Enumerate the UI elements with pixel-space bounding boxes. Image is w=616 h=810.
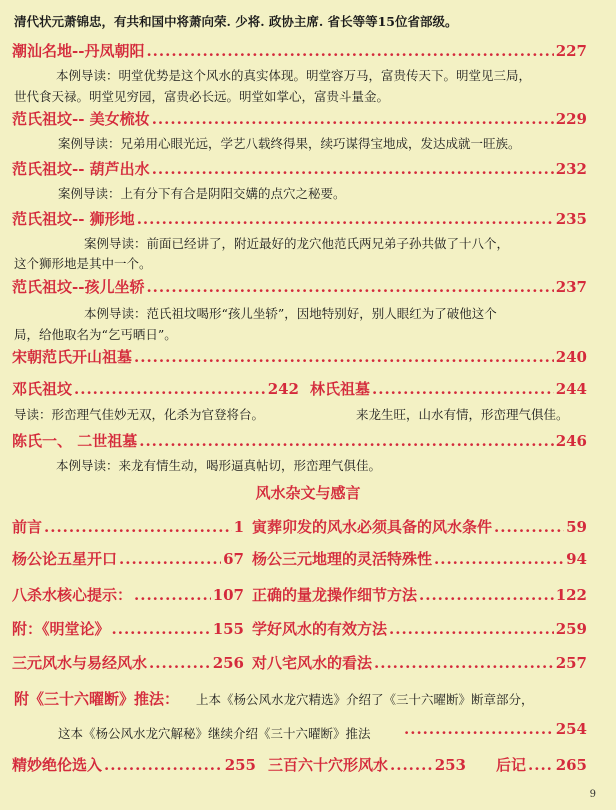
case-note: 案例导读：上有分下有合是阴阳交媾的点穴之秘要。	[58, 186, 346, 201]
toc-leader-dots	[374, 654, 554, 672]
toc-entry-title: 杨公论五星开口	[12, 550, 118, 568]
toc-entry-title: 三百六十穴形风水	[268, 756, 389, 774]
toc-entry-page: 253	[434, 756, 466, 774]
toc-entry-page: 1	[233, 518, 244, 536]
case-note: 世代食天禄。明堂见穷园，富贵必长远。明堂如掌心，富贵斗量金。	[14, 89, 390, 104]
toc-leader-dots	[372, 380, 554, 398]
toc-entry-title: 正确的量龙操作细节方法	[252, 586, 418, 604]
toc-leader-dots	[389, 620, 554, 638]
toc-entry-page: 67	[223, 550, 244, 568]
case-note: 本例导读：来龙有情生动，喝形逼真帖切，形峦理气俱佳。	[56, 458, 382, 473]
toc-leader-dots	[434, 550, 564, 568]
toc-leader-dots	[74, 380, 266, 398]
toc-entry[interactable]	[12, 618, 244, 639]
toc-entry-title: 范氏祖坟-- 狮形地	[12, 210, 135, 228]
toc-leader-dots	[528, 756, 554, 774]
toc-entry[interactable]	[252, 618, 587, 639]
toc-entry-title: 精妙绝伦选入	[12, 756, 103, 774]
toc-entry[interactable]	[12, 754, 256, 775]
toc-entry[interactable]	[12, 548, 244, 569]
toc-leader-dots	[112, 620, 211, 638]
toc-entry-page: 246	[555, 432, 587, 450]
toc-entry-title: 八杀水核心提示：	[12, 586, 133, 604]
case-note: 局，给他取名为“乞丐晒日”。	[14, 327, 177, 342]
toc-entry[interactable]	[252, 584, 587, 605]
toc-entry[interactable]	[12, 584, 244, 605]
toc-entry-page: 242	[267, 380, 299, 398]
toc-entry-title[interactable]: 附《三十六曜断》推法：	[14, 690, 180, 708]
toc-entry[interactable]	[310, 378, 587, 399]
toc-entry-page: 254	[555, 720, 587, 738]
toc-leader-dots	[146, 278, 553, 296]
toc-entry-page: 257	[555, 654, 587, 672]
toc-entry-page: 240	[555, 348, 587, 366]
toc-entry-page: 232	[555, 160, 587, 178]
intro-line: 清代状元萧锦忠，有共和国中将萧向荣. 少将. 政协主席. 省长等等15位省部级。	[14, 14, 458, 29]
toc-leader-dots	[104, 756, 223, 774]
toc-leader-dots	[119, 550, 221, 568]
toc-entry-page: 94	[566, 550, 587, 568]
toc-entry-title: 附：《明堂论》	[12, 620, 110, 638]
toc-entry-title: 范氏祖坟--孩儿坐轿	[12, 278, 145, 296]
toc-leader-dots	[390, 756, 433, 774]
section-title: 风水杂文与感言	[255, 484, 361, 502]
toc-entry[interactable]	[12, 276, 587, 297]
toc-leader-dots	[152, 110, 554, 128]
toc-entry-title: 潮汕名地--丹凤朝阳	[12, 42, 145, 60]
toc-entry-page: 155	[212, 620, 244, 638]
toc-entry-title: 三元风水与易经风水	[12, 654, 148, 672]
toc-entry[interactable]	[12, 40, 587, 61]
toc-entry[interactable]	[252, 548, 587, 569]
toc-entry-page: 265	[555, 756, 587, 774]
toc-entry-title: 对八宅风水的看法	[252, 654, 373, 672]
toc-entry-title: 林氏祖墓	[310, 380, 371, 398]
toc-entry-title: 范氏祖坟-- 美女梳妆	[12, 110, 150, 128]
toc-entry[interactable]	[12, 346, 587, 367]
toc-entry-page: 107	[212, 586, 244, 604]
toc-entry-title: 前言	[12, 518, 43, 536]
toc-entry-title: 范氏祖坟-- 葫芦出水	[12, 160, 150, 178]
toc-entry[interactable]	[12, 108, 587, 129]
toc-entry[interactable]	[12, 652, 244, 673]
toc-entry-title: 杨公三元地理的灵活特殊性	[252, 550, 433, 568]
toc-entry[interactable]	[252, 516, 587, 537]
toc-leader-dots	[152, 160, 554, 178]
toc-leader-dots	[137, 210, 554, 228]
toc-entry[interactable]	[12, 208, 587, 229]
toc-entry-page: 237	[555, 278, 587, 296]
case-note: 导读：形峦理气佳妙无双，化杀为官登将台。	[14, 407, 265, 422]
toc-leader-dots	[134, 348, 554, 366]
toc-entry[interactable]	[12, 378, 299, 399]
toc-entry-page: 244	[555, 380, 587, 398]
toc-entry-title: 寅葬卯发的风水必须具备的风水条件	[252, 518, 493, 536]
case-note: 案例导读：前面已经讲了，附近最好的龙穴他范氏两兄弟子孙共做了十八个，	[84, 236, 510, 251]
toc-leader-dots	[404, 720, 554, 738]
toc-leader-dots	[419, 586, 554, 604]
toc-entry[interactable]	[252, 652, 587, 673]
toc-entry[interactable]	[12, 430, 587, 451]
toc-entry[interactable]	[12, 516, 244, 537]
case-note: 案例导读：兄弟用心眼光远，学艺八载终得果，续巧谋得宝地成，发达成就一旺族。	[58, 136, 521, 151]
toc-leader-dots	[134, 586, 211, 604]
toc-leader-dots	[146, 42, 553, 60]
toc-entry-title: 宋朝范氏开山祖墓	[12, 348, 133, 366]
toc-entry-page: 59	[566, 518, 587, 536]
toc-entry[interactable]	[12, 158, 587, 179]
toc-entry-page: 229	[555, 110, 587, 128]
case-note: 这本《杨公风水龙穴解秘》继续介绍《三十六曜断》推法	[58, 726, 371, 741]
toc-leader-dots	[139, 432, 553, 450]
case-note: 本例导读：明堂优势是这个风水的真实体现。明堂容万马，富贵传天下。明堂见三局，	[56, 68, 532, 83]
toc-entry-page: 259	[555, 620, 587, 638]
case-note: 来龙生旺，山水有情，形峦理气俱佳。	[356, 407, 569, 422]
toc-leader-dots	[44, 518, 232, 536]
toc-entry-title: 后记	[496, 756, 527, 774]
toc-entry[interactable]	[496, 754, 587, 775]
toc-entry[interactable]	[268, 754, 466, 775]
toc-entry-title: 学好风水的有效方法	[252, 620, 388, 638]
toc-leader-dots	[149, 654, 211, 672]
case-note: 本例导读：范氏祖坟喝形“孩儿坐轿”，因地特别好，别人眼红为了破他这个	[84, 306, 497, 321]
page-number: 9	[589, 789, 596, 800]
toc-entry-page: 256	[212, 654, 244, 672]
case-note: 这个狮形地是其中一个。	[14, 256, 152, 271]
toc-entry-title: 邓氏祖坟	[12, 380, 73, 398]
toc-leader-dots	[494, 518, 564, 536]
toc-entry-title: 陈氏一、 二世祖墓	[12, 432, 138, 450]
toc-entry-page: 255	[224, 756, 256, 774]
toc-entry-page: 227	[555, 42, 587, 60]
case-note: 上本《杨公风水龙穴精选》介绍了《三十六曜断》断章部分，	[196, 692, 534, 707]
toc-entry-page: 122	[555, 586, 587, 604]
toc-entry-page: 235	[555, 210, 587, 228]
toc-entry[interactable]	[402, 720, 587, 738]
